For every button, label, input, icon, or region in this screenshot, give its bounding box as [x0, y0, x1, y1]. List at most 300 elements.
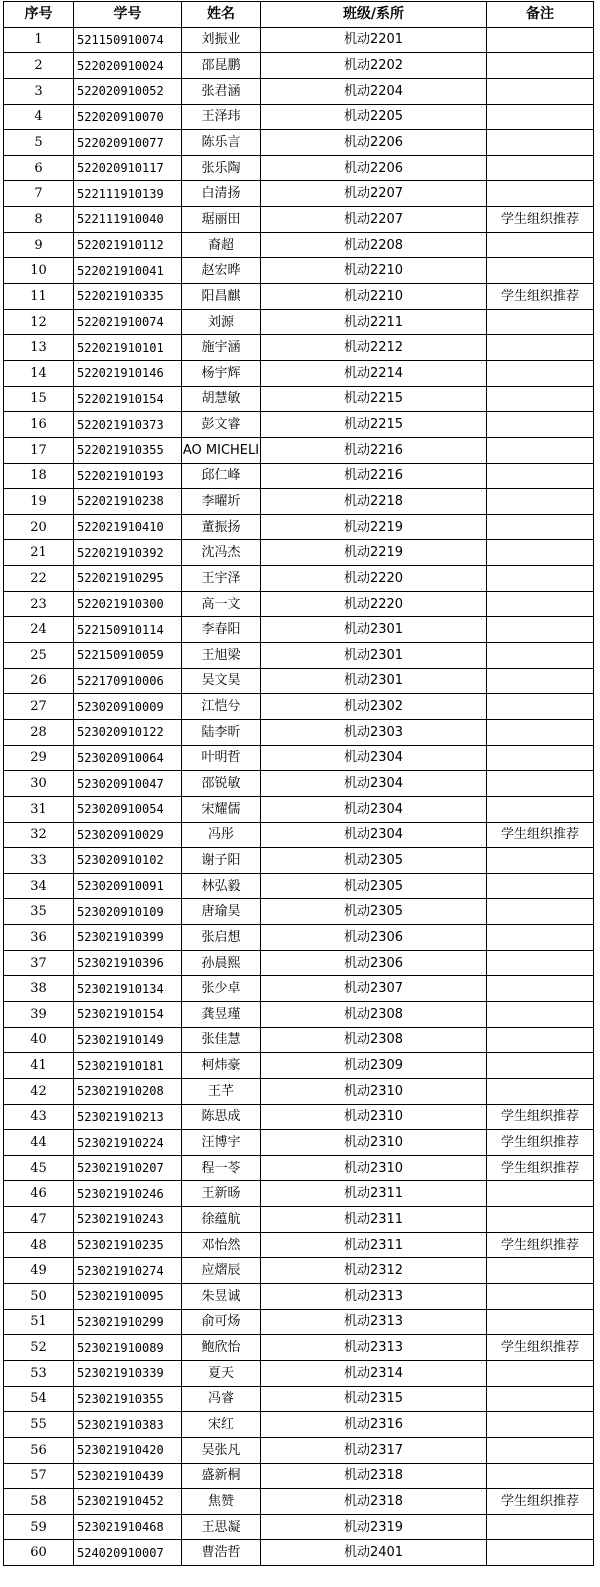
cell-student-id: 522020910077	[74, 130, 182, 156]
table-row	[4, 1309, 594, 1335]
cell-name: 陆李昕	[182, 719, 261, 745]
cell-name: 李曜圻	[182, 489, 261, 515]
cell-name: 朱昱诚	[182, 1284, 261, 1310]
cell-seq: 1	[4, 27, 74, 53]
cell-class: 机动2310	[261, 1155, 487, 1181]
cell-name: 柯炜豪	[182, 1053, 261, 1079]
cell-name: 王芊	[182, 1078, 261, 1104]
cell-seq: 32	[4, 822, 74, 848]
cell-note	[487, 591, 594, 617]
cell-seq: 27	[4, 694, 74, 720]
cell-student-id: 523020910064	[74, 745, 182, 771]
cell-class: 机动2307	[261, 976, 487, 1002]
cell-name: 俞可炀	[182, 1309, 261, 1335]
cell-note	[487, 181, 594, 207]
cell-name: 王旭梁	[182, 643, 261, 669]
table-row	[4, 796, 594, 822]
cell-note: 学生组织推荐	[487, 1104, 594, 1130]
cell-note: 学生组织推荐	[487, 1155, 594, 1181]
cell-student-id: 523021910396	[74, 950, 182, 976]
cell-student-id: 522020910024	[74, 53, 182, 79]
header-name: 姓名	[182, 2, 261, 28]
cell-class: 机动2314	[261, 1360, 487, 1386]
cell-note	[487, 1386, 594, 1412]
cell-class: 机动2318	[261, 1463, 487, 1489]
cell-student-id: 523020910109	[74, 899, 182, 925]
table-row	[4, 1437, 594, 1463]
table-row	[4, 1232, 594, 1258]
cell-name: 冯彤	[182, 822, 261, 848]
cell-name: 江恺兮	[182, 694, 261, 720]
table-row	[4, 335, 594, 361]
cell-note	[487, 309, 594, 335]
cell-name: 邓怡然	[182, 1232, 261, 1258]
cell-student-id: 522020910052	[74, 78, 182, 104]
cell-note: 学生组织推荐	[487, 1130, 594, 1156]
cell-class: 机动2301	[261, 668, 487, 694]
cell-note	[487, 668, 594, 694]
cell-seq: 30	[4, 771, 74, 797]
cell-class: 机动2208	[261, 232, 487, 258]
cell-student-id: 522021910295	[74, 566, 182, 592]
cell-class: 机动2316	[261, 1412, 487, 1438]
cell-note: 学生组织推荐	[487, 284, 594, 310]
cell-note	[487, 745, 594, 771]
cell-student-id: 523021910452	[74, 1489, 182, 1515]
cell-student-id: 522020910070	[74, 104, 182, 130]
cell-note	[487, 566, 594, 592]
cell-student-id: 522150910114	[74, 617, 182, 643]
cell-class: 机动2313	[261, 1335, 487, 1361]
cell-class: 机动2319	[261, 1514, 487, 1540]
cell-name: 吴张凡	[182, 1437, 261, 1463]
cell-seq: 13	[4, 335, 74, 361]
cell-note	[487, 463, 594, 489]
cell-name: 鲍欣怡	[182, 1335, 261, 1361]
cell-seq: 51	[4, 1309, 74, 1335]
cell-seq: 15	[4, 386, 74, 412]
cell-student-id: 522021910238	[74, 489, 182, 515]
cell-name: 刘振业	[182, 27, 261, 53]
cell-class: 机动2304	[261, 745, 487, 771]
table-row	[4, 1335, 594, 1361]
table-row	[4, 412, 594, 438]
cell-seq: 45	[4, 1155, 74, 1181]
cell-name: 高一文	[182, 591, 261, 617]
cell-name: 裔超	[182, 232, 261, 258]
table-row	[4, 1412, 594, 1438]
cell-class: 机动2304	[261, 796, 487, 822]
cell-seq: 28	[4, 719, 74, 745]
cell-note: 学生组织推荐	[487, 1232, 594, 1258]
cell-note: 学生组织推荐	[487, 822, 594, 848]
cell-class: 机动2401	[261, 1540, 487, 1566]
table-row	[4, 540, 594, 566]
cell-name: 张乐陶	[182, 155, 261, 181]
cell-class: 机动2318	[261, 1489, 487, 1515]
header-note: 备注	[487, 2, 594, 28]
cell-student-id: 523021910355	[74, 1386, 182, 1412]
cell-name: 谢子阳	[182, 848, 261, 874]
table-row	[4, 848, 594, 874]
cell-class: 机动2220	[261, 591, 487, 617]
table-body	[4, 27, 594, 1565]
cell-student-id: 523021910134	[74, 976, 182, 1002]
cell-seq: 18	[4, 463, 74, 489]
cell-note	[487, 1412, 594, 1438]
cell-note	[487, 1463, 594, 1489]
cell-name: 林弘毅	[182, 873, 261, 899]
cell-class: 机动2219	[261, 540, 487, 566]
cell-note	[487, 976, 594, 1002]
table-row	[4, 1463, 594, 1489]
cell-seq: 4	[4, 104, 74, 130]
cell-seq: 5	[4, 130, 74, 156]
cell-name: 邵昆鹏	[182, 53, 261, 79]
cell-name: 杨宇辉	[182, 360, 261, 386]
cell-seq: 11	[4, 284, 74, 310]
cell-note	[487, 335, 594, 361]
cell-student-id: 522021910355	[74, 437, 182, 463]
cell-student-id: 523020910029	[74, 822, 182, 848]
cell-note	[487, 719, 594, 745]
cell-class: 机动2310	[261, 1078, 487, 1104]
cell-name: 张君涵	[182, 78, 261, 104]
table-row	[4, 437, 594, 463]
cell-student-id: 522021910300	[74, 591, 182, 617]
cell-name: 张佳慧	[182, 1027, 261, 1053]
cell-note	[487, 1540, 594, 1566]
cell-name: 琚丽田	[182, 207, 261, 233]
cell-class: 机动2205	[261, 104, 487, 130]
cell-seq: 9	[4, 232, 74, 258]
cell-seq: 7	[4, 181, 74, 207]
table-row	[4, 360, 594, 386]
cell-name: 刘源	[182, 309, 261, 335]
table-row	[4, 258, 594, 284]
cell-note	[487, 1514, 594, 1540]
cell-note	[487, 1360, 594, 1386]
cell-note	[487, 873, 594, 899]
table-row	[4, 1514, 594, 1540]
cell-student-id: 523020910091	[74, 873, 182, 899]
cell-student-id: 523021910181	[74, 1053, 182, 1079]
cell-class: 机动2313	[261, 1309, 487, 1335]
cell-seq: 22	[4, 566, 74, 592]
cell-seq: 54	[4, 1386, 74, 1412]
cell-seq: 25	[4, 643, 74, 669]
cell-student-id: 522021910154	[74, 386, 182, 412]
cell-note	[487, 232, 594, 258]
cell-seq: 29	[4, 745, 74, 771]
cell-student-id: 523020910054	[74, 796, 182, 822]
cell-seq: 12	[4, 309, 74, 335]
cell-name: 盛新桐	[182, 1463, 261, 1489]
cell-name: 宋耀儒	[182, 796, 261, 822]
table-row	[4, 1540, 594, 1566]
table-row	[4, 873, 594, 899]
cell-class: 机动2315	[261, 1386, 487, 1412]
cell-seq: 39	[4, 1001, 74, 1027]
table-row	[4, 694, 594, 720]
table-row	[4, 976, 594, 1002]
cell-seq: 8	[4, 207, 74, 233]
cell-seq: 56	[4, 1437, 74, 1463]
cell-name: 王泽玮	[182, 104, 261, 130]
cell-student-id: 521150910074	[74, 27, 182, 53]
cell-seq: 47	[4, 1207, 74, 1233]
cell-student-id: 522020910117	[74, 155, 182, 181]
table-row	[4, 1181, 594, 1207]
cell-note	[487, 1027, 594, 1053]
cell-name: 沈冯杰	[182, 540, 261, 566]
table-row	[4, 745, 594, 771]
cell-student-id: 523021910399	[74, 925, 182, 951]
cell-student-id: 522021910335	[74, 284, 182, 310]
cell-name: 王思凝	[182, 1514, 261, 1540]
table-row	[4, 899, 594, 925]
cell-seq: 2	[4, 53, 74, 79]
table-row	[4, 78, 594, 104]
cell-note	[487, 694, 594, 720]
cell-class: 机动2216	[261, 437, 487, 463]
cell-student-id: 522021910074	[74, 309, 182, 335]
table-row	[4, 1489, 594, 1515]
table-row	[4, 1027, 594, 1053]
cell-note	[487, 617, 594, 643]
cell-seq: 59	[4, 1514, 74, 1540]
header-student-id: 学号	[74, 2, 182, 28]
cell-student-id: 523021910235	[74, 1232, 182, 1258]
cell-name: 董振扬	[182, 514, 261, 540]
cell-class: 机动2219	[261, 514, 487, 540]
cell-name: AO MICHELI	[182, 437, 261, 463]
cell-note	[487, 771, 594, 797]
cell-student-id: 523020910122	[74, 719, 182, 745]
table-row	[4, 1155, 594, 1181]
cell-student-id: 523021910224	[74, 1130, 182, 1156]
cell-note: 学生组织推荐	[487, 207, 594, 233]
cell-name: 阳昌麒	[182, 284, 261, 310]
cell-student-id: 523021910243	[74, 1207, 182, 1233]
cell-seq: 48	[4, 1232, 74, 1258]
table-row	[4, 489, 594, 515]
cell-class: 机动2305	[261, 873, 487, 899]
table-row	[4, 822, 594, 848]
cell-student-id: 522111910139	[74, 181, 182, 207]
cell-class: 机动2207	[261, 181, 487, 207]
cell-student-id: 523020910047	[74, 771, 182, 797]
cell-note	[487, 796, 594, 822]
cell-name: 陈乐言	[182, 130, 261, 156]
cell-student-id: 523021910149	[74, 1027, 182, 1053]
table-row	[4, 155, 594, 181]
cell-name: 王新旸	[182, 1181, 261, 1207]
cell-note	[487, 258, 594, 284]
cell-seq: 57	[4, 1463, 74, 1489]
cell-class: 机动2215	[261, 386, 487, 412]
cell-class: 机动2301	[261, 643, 487, 669]
table-row	[4, 463, 594, 489]
cell-seq: 46	[4, 1181, 74, 1207]
cell-seq: 44	[4, 1130, 74, 1156]
table-row	[4, 284, 594, 310]
cell-class: 机动2211	[261, 309, 487, 335]
cell-class: 机动2309	[261, 1053, 487, 1079]
table-row	[4, 950, 594, 976]
table-row	[4, 207, 594, 233]
cell-student-id: 522021910410	[74, 514, 182, 540]
cell-class: 机动2301	[261, 617, 487, 643]
table-row	[4, 719, 594, 745]
cell-class: 机动2220	[261, 566, 487, 592]
cell-name: 汪博宇	[182, 1130, 261, 1156]
cell-seq: 20	[4, 514, 74, 540]
cell-student-id: 523021910089	[74, 1335, 182, 1361]
header-class: 班级/系所	[261, 2, 487, 28]
cell-seq: 50	[4, 1284, 74, 1310]
cell-name: 徐蕴航	[182, 1207, 261, 1233]
cell-student-id: 523021910207	[74, 1155, 182, 1181]
cell-seq: 49	[4, 1258, 74, 1284]
table-row	[4, 104, 594, 130]
cell-student-id: 523020910009	[74, 694, 182, 720]
cell-student-id: 522021910041	[74, 258, 182, 284]
cell-class: 机动2216	[261, 463, 487, 489]
cell-name: 吴文昊	[182, 668, 261, 694]
cell-note: 学生组织推荐	[487, 1335, 594, 1361]
cell-seq: 31	[4, 796, 74, 822]
cell-note	[487, 1001, 594, 1027]
cell-student-id: 523021910208	[74, 1078, 182, 1104]
cell-name: 王宇泽	[182, 566, 261, 592]
table-row	[4, 643, 594, 669]
cell-class: 机动2214	[261, 360, 487, 386]
cell-name: 冯睿	[182, 1386, 261, 1412]
cell-seq: 41	[4, 1053, 74, 1079]
cell-seq: 6	[4, 155, 74, 181]
cell-class: 机动2304	[261, 822, 487, 848]
cell-seq: 26	[4, 668, 74, 694]
cell-student-id: 522021910146	[74, 360, 182, 386]
cell-seq: 43	[4, 1104, 74, 1130]
cell-class: 机动2306	[261, 925, 487, 951]
cell-class: 机动2311	[261, 1207, 487, 1233]
cell-name: 程一苓	[182, 1155, 261, 1181]
cell-student-id: 522021910101	[74, 335, 182, 361]
cell-class: 机动2302	[261, 694, 487, 720]
table-row	[4, 1130, 594, 1156]
cell-note	[487, 489, 594, 515]
cell-name: 白清扬	[182, 181, 261, 207]
cell-note	[487, 514, 594, 540]
header-row	[4, 2, 594, 28]
cell-note	[487, 360, 594, 386]
cell-class: 机动2311	[261, 1232, 487, 1258]
cell-seq: 16	[4, 412, 74, 438]
table-row	[4, 771, 594, 797]
table-row	[4, 1284, 594, 1310]
table-row	[4, 1078, 594, 1104]
cell-seq: 55	[4, 1412, 74, 1438]
cell-name: 唐瑜昊	[182, 899, 261, 925]
cell-seq: 60	[4, 1540, 74, 1566]
table-row	[4, 309, 594, 335]
cell-class: 机动2212	[261, 335, 487, 361]
cell-note	[487, 925, 594, 951]
cell-note	[487, 27, 594, 53]
cell-name: 李春阳	[182, 617, 261, 643]
cell-seq: 40	[4, 1027, 74, 1053]
cell-note	[487, 540, 594, 566]
cell-class: 机动2204	[261, 78, 487, 104]
cell-name: 张少卓	[182, 976, 261, 1002]
table-row	[4, 53, 594, 79]
cell-seq: 24	[4, 617, 74, 643]
cell-name: 彭文睿	[182, 412, 261, 438]
cell-seq: 42	[4, 1078, 74, 1104]
table-row	[4, 386, 594, 412]
cell-note	[487, 437, 594, 463]
cell-name: 宋红	[182, 1412, 261, 1438]
cell-class: 机动2218	[261, 489, 487, 515]
cell-name: 夏天	[182, 1360, 261, 1386]
cell-seq: 10	[4, 258, 74, 284]
cell-student-id: 522021910373	[74, 412, 182, 438]
cell-note	[487, 1078, 594, 1104]
cell-note: 学生组织推荐	[487, 1489, 594, 1515]
cell-note	[487, 53, 594, 79]
cell-note	[487, 1053, 594, 1079]
cell-student-id: 524020910007	[74, 1540, 182, 1566]
cell-name: 龚昱瑾	[182, 1001, 261, 1027]
cell-name: 陈思成	[182, 1104, 261, 1130]
cell-class: 机动2202	[261, 53, 487, 79]
table-row	[4, 591, 594, 617]
table-row	[4, 1207, 594, 1233]
cell-seq: 3	[4, 78, 74, 104]
cell-note	[487, 1207, 594, 1233]
cell-class: 机动2305	[261, 899, 487, 925]
table-row	[4, 925, 594, 951]
cell-note	[487, 848, 594, 874]
cell-name: 邵锐敏	[182, 771, 261, 797]
cell-class: 机动2308	[261, 1027, 487, 1053]
cell-student-id: 522111910040	[74, 207, 182, 233]
cell-class: 机动2210	[261, 284, 487, 310]
cell-name: 赵宏晔	[182, 258, 261, 284]
cell-class: 机动2306	[261, 950, 487, 976]
cell-class: 机动2305	[261, 848, 487, 874]
cell-name: 张启想	[182, 925, 261, 951]
cell-class: 机动2303	[261, 719, 487, 745]
cell-class: 机动2304	[261, 771, 487, 797]
cell-class: 机动2206	[261, 130, 487, 156]
cell-note	[487, 1181, 594, 1207]
cell-class: 机动2215	[261, 412, 487, 438]
cell-name: 邱仁峰	[182, 463, 261, 489]
table-row	[4, 1360, 594, 1386]
cell-note	[487, 1258, 594, 1284]
table-row	[4, 27, 594, 53]
cell-note	[487, 78, 594, 104]
cell-seq: 37	[4, 950, 74, 976]
cell-student-id: 523021910339	[74, 1360, 182, 1386]
cell-note	[487, 155, 594, 181]
cell-note	[487, 899, 594, 925]
cell-name: 孙晨熙	[182, 950, 261, 976]
cell-seq: 35	[4, 899, 74, 925]
